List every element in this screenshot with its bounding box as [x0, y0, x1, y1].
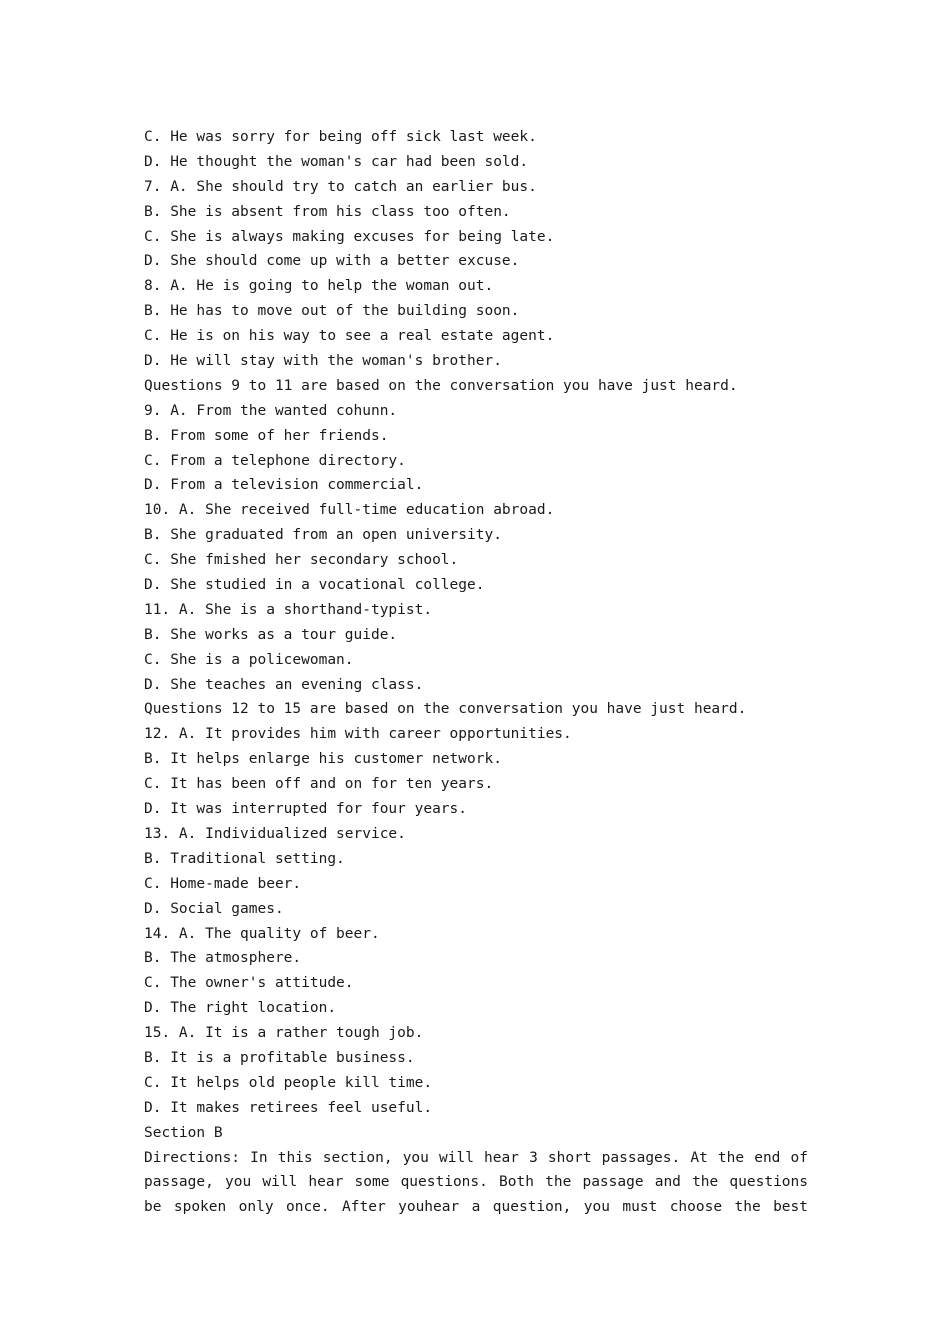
section-heading: Section B [144, 1124, 223, 1141]
text-line: C. It helps old people kill time. [144, 1074, 433, 1091]
text-line: D. Social games. [144, 900, 284, 917]
directions-line: be spoken only once. After youhear a question, you must choose the best [144, 1199, 808, 1216]
document-content [144, 125, 808, 1220]
text-line: D. It makes retirees feel useful. [144, 1099, 433, 1116]
text-line: C. He is on his way to see a real estate agent. [144, 328, 555, 345]
text-line: C. She is always making excuses for being late. [144, 228, 555, 245]
text-line: D. She studied in a vocational college. [144, 577, 485, 594]
question-line: 15. A. It is a rather tough job. [144, 1025, 424, 1042]
text-line: B. It is a profitable business. [144, 1049, 415, 1066]
text-line: B. She works as a tour guide. [144, 626, 398, 643]
text-line: C. From a telephone directory. [144, 452, 406, 469]
question-line: 14. A. The quality of beer. [144, 925, 380, 942]
text-line: B. She graduated from an open university. [144, 527, 502, 544]
text-line: C. He was sorry for being off sick last week. [144, 129, 537, 145]
text-line: B. Traditional setting. [144, 850, 345, 867]
text-line: D. The right location. [144, 1000, 337, 1017]
question-line: 11. A. She is a shorthand-typist. [144, 601, 433, 618]
instruction-line: Questions 12 to 15 are based on the conversation you have just heard. [144, 701, 747, 718]
question-line: 13. A. Individualized service. [144, 825, 406, 842]
question-line: 10. A. She received full-time education abroad. [144, 502, 555, 519]
text-line: B. It helps enlarge his customer network. [144, 751, 502, 768]
text-line: C. She fmished her secondary school. [144, 552, 459, 569]
text-line: B. He has to move out of the building soon. [144, 303, 520, 320]
text-line: B. The atmosphere. [144, 950, 302, 967]
question-line: 9. A. From the wanted cohunn. [144, 402, 398, 419]
text-line: B. From some of her friends. [144, 427, 389, 444]
text-line: C. She is a policewoman. [144, 651, 354, 668]
question-line: 7. A. She should try to catch an earlier bus. [144, 178, 537, 195]
text-line: D. He thought the woman's car had been sold. [144, 153, 529, 170]
text-line: D. She teaches an evening class. [144, 676, 424, 693]
text-line: D. He will stay with the woman's brother. [144, 353, 502, 370]
question-line: 8. A. He is going to help the woman out. [144, 278, 494, 295]
text-line: D. It was interrupted for four years. [144, 801, 468, 818]
text-line: B. She is absent from his class too often. [144, 203, 511, 220]
directions-line: Directions: In this section, you will hear 3 short passages. At the end of [144, 1149, 808, 1166]
instruction-line: Questions 9 to 11 are based on the conversation you have just heard. [144, 377, 738, 394]
text-line: C. It has been off and on for ten years. [144, 776, 494, 793]
text-line: C. The owner's attitude. [144, 975, 354, 992]
text-line: C. Home-made beer. [144, 875, 302, 892]
directions-line: passage, you will hear some questions. Both the passage and the questions [144, 1174, 808, 1191]
text-line: D. She should come up with a better excuse. [144, 253, 520, 270]
text-line: D. From a television commercial. [144, 477, 424, 494]
question-line: 12. A. It provides him with career opportunities. [144, 726, 572, 743]
